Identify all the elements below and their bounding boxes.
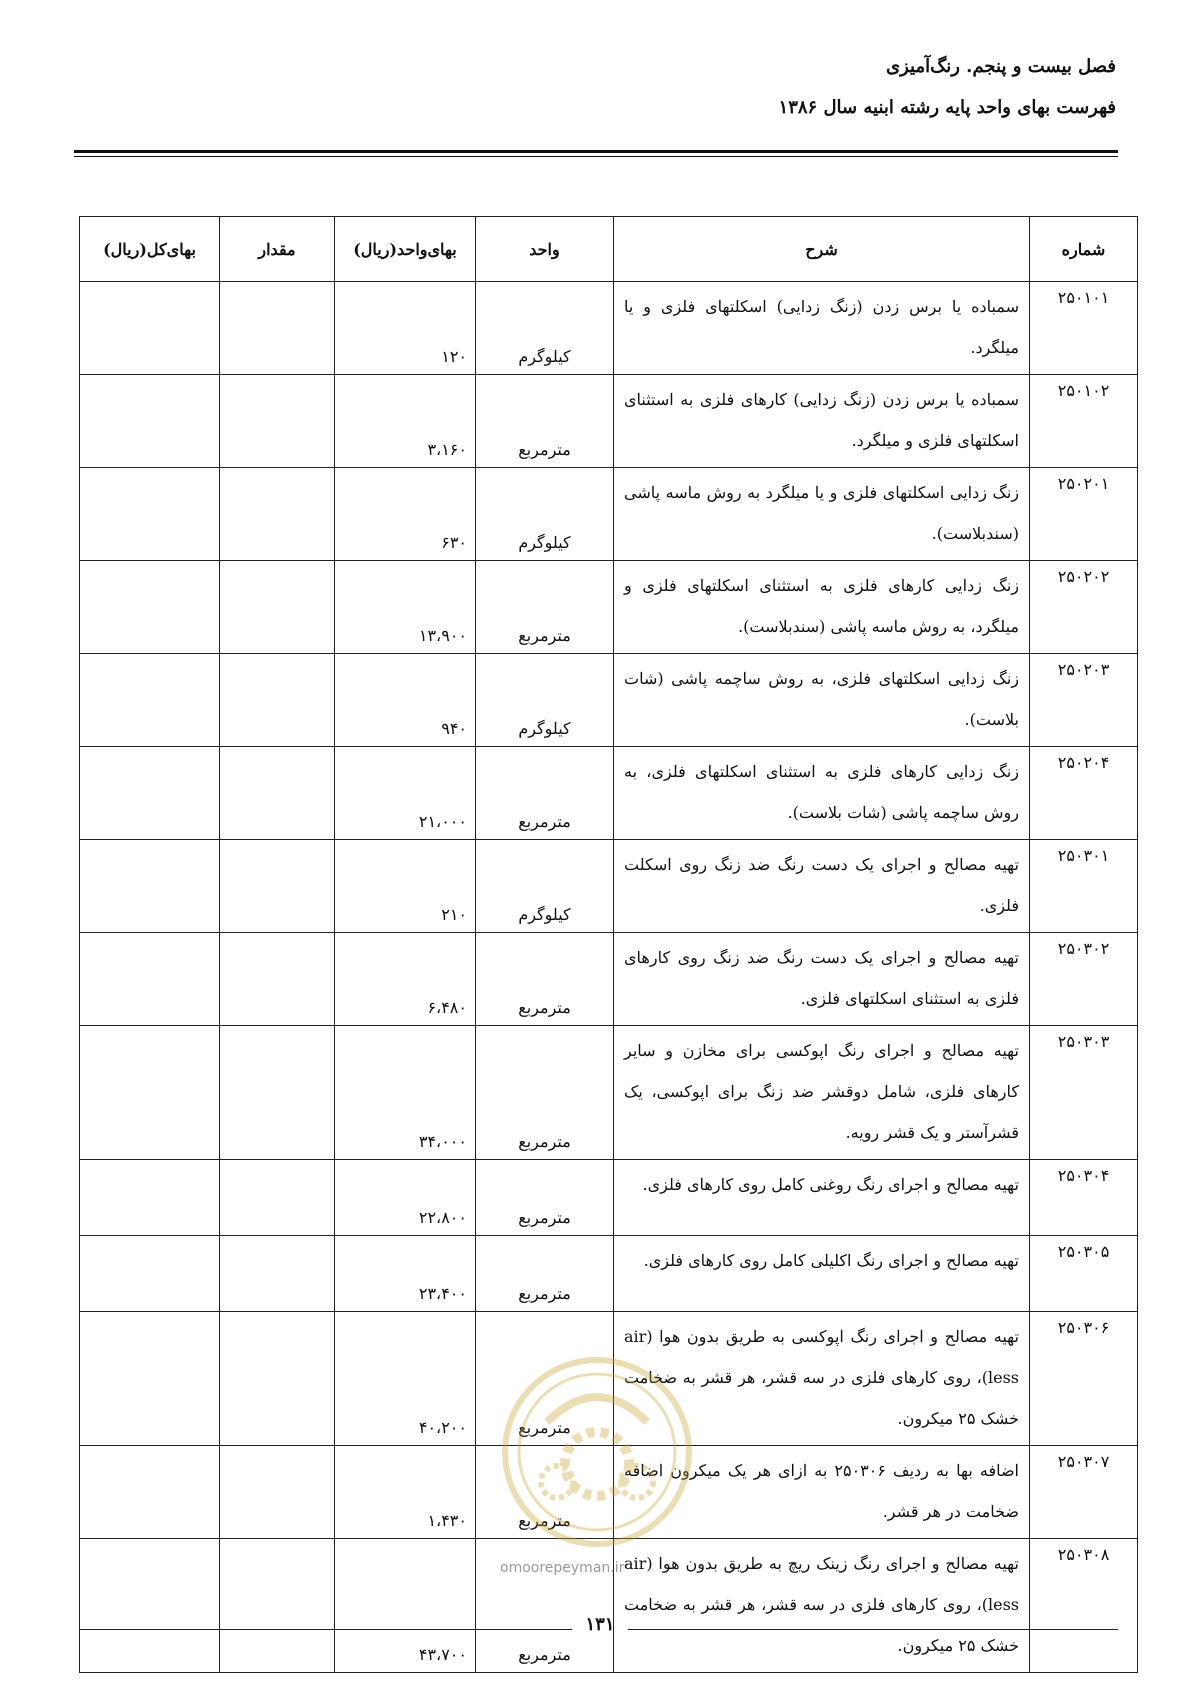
table-row	[80, 747, 1138, 840]
row-unit-price: ۱۲۰	[335, 282, 476, 375]
row-code: ۲۵۰۳۰۵	[1030, 1236, 1138, 1312]
row-unit: کیلوگرم	[476, 468, 614, 561]
row-quantity	[220, 1539, 335, 1673]
row-description: زنگ زدایی کارهای فلزی به استثنای اسکلتهای فلزی و میلگرد، به روش ماسه پاشی (سندبلاست).	[614, 561, 1030, 654]
chapter-title: فصل بیست و پنجم. رنگ‌آمیزی	[886, 56, 1116, 77]
footer-rule-right	[628, 1629, 1118, 1630]
row-total-price	[80, 375, 220, 468]
table-header-row	[80, 217, 1138, 282]
row-code: ۲۵۰۳۰۳	[1030, 1026, 1138, 1160]
row-quantity	[220, 375, 335, 468]
table-row	[80, 282, 1138, 375]
row-total-price	[80, 1539, 220, 1673]
row-total-price	[80, 1446, 220, 1539]
row-quantity	[220, 747, 335, 840]
row-unit: مترمربع	[476, 1539, 614, 1673]
row-quantity	[220, 561, 335, 654]
row-description: زنگ زدایی اسکلتهای فلزی و یا میلگرد به روش ماسه پاشی (سندبلاست).	[614, 468, 1030, 561]
row-quantity	[220, 1160, 335, 1236]
row-code: ۲۵۰۳۰۲	[1030, 933, 1138, 1026]
table-row	[80, 654, 1138, 747]
table-row	[80, 1446, 1138, 1539]
table-row	[80, 840, 1138, 933]
table-row	[80, 1312, 1138, 1446]
row-code: ۲۵۰۲۰۳	[1030, 654, 1138, 747]
row-description: تهیه مصالح و اجرای یک دست رنگ ضد زنگ روی کارهای فلزی به استثنای اسکلتهای فلزی.	[614, 933, 1030, 1026]
row-unit: مترمربع	[476, 1312, 614, 1446]
row-code: ۲۵۰۱۰۱	[1030, 282, 1138, 375]
row-quantity	[220, 468, 335, 561]
table-row	[80, 1026, 1138, 1160]
row-quantity	[220, 840, 335, 933]
header-rule-thin	[74, 156, 1118, 157]
row-description: تهیه مصالح و اجرای یک دست رنگ ضد زنگ روی اسکلت فلزی.	[614, 840, 1030, 933]
row-description: سمباده یا برس زدن (زنگ زدایی) کارهای فلزی به استثنای اسکلتهای فلزی و میلگرد.	[614, 375, 1030, 468]
row-unit-price: ۳۴،۰۰۰	[335, 1026, 476, 1160]
row-total-price	[80, 1026, 220, 1160]
row-code: ۲۵۰۳۰۸	[1030, 1539, 1138, 1673]
row-unit: مترمربع	[476, 561, 614, 654]
page-header	[779, 56, 1116, 118]
row-code: ۲۵۰۳۰۶	[1030, 1312, 1138, 1446]
row-unit: مترمربع	[476, 375, 614, 468]
row-unit-price: ۲۳،۴۰۰	[335, 1236, 476, 1312]
row-unit-price: ۲۱۰	[335, 840, 476, 933]
header-desc: شرح	[614, 217, 1030, 282]
row-unit: کیلوگرم	[476, 282, 614, 375]
row-unit-price: ۱،۴۳۰	[335, 1446, 476, 1539]
row-quantity	[220, 654, 335, 747]
footer-rule-left	[80, 1629, 572, 1630]
row-quantity	[220, 1312, 335, 1446]
row-description: زنگ زدایی اسکلتهای فلزی، به روش ساچمه پاشی (شات بلاست).	[614, 654, 1030, 747]
table-row	[80, 375, 1138, 468]
row-description: تهیه مصالح و اجرای رنگ اپوکسی به طریق بدون هوا (air less)، روی کارهای فلزی در سه قشر، هر قشر به ضخامت خشک ۲۵ میکرون.	[614, 1312, 1030, 1446]
row-code: ۲۵۰۲۰۲	[1030, 561, 1138, 654]
row-unit: کیلوگرم	[476, 840, 614, 933]
row-unit-price: ۶۳۰	[335, 468, 476, 561]
header-unit-price: بهای‌واحد(ریال)	[335, 217, 476, 282]
header-total: بهای‌کل(ریال)	[80, 217, 220, 282]
row-total-price	[80, 1160, 220, 1236]
header-code: شماره	[1030, 217, 1138, 282]
row-unit: مترمربع	[476, 1026, 614, 1160]
row-description: زنگ زدایی کارهای فلزی به استثنای اسکلتهای فلزی، به روش ساچمه پاشی (شات بلاست).	[614, 747, 1030, 840]
row-code: ۲۵۰۳۰۴	[1030, 1160, 1138, 1236]
document-subtitle: فهرست بهای واحد پایه رشته ابنیه سال ۱۳۸۶	[778, 97, 1116, 118]
row-code: ۲۵۰۲۰۴	[1030, 747, 1138, 840]
row-code: ۲۵۰۳۰۷	[1030, 1446, 1138, 1539]
row-total-price	[80, 282, 220, 375]
row-unit-price: ۲۲،۸۰۰	[335, 1160, 476, 1236]
row-unit: مترمربع	[476, 933, 614, 1026]
header-rule-thick	[74, 150, 1118, 153]
row-total-price	[80, 933, 220, 1026]
table-row	[80, 1236, 1138, 1312]
table-body	[80, 282, 1138, 1673]
row-unit: مترمربع	[476, 1446, 614, 1539]
header-qty: مقدار	[220, 217, 335, 282]
row-total-price	[80, 840, 220, 933]
row-code: ۲۵۰۲۰۱	[1030, 468, 1138, 561]
table-row	[80, 468, 1138, 561]
row-quantity	[220, 282, 335, 375]
table-row	[80, 1539, 1138, 1673]
row-code: ۲۵۰۳۰۱	[1030, 840, 1138, 933]
header-unit: واحد	[476, 217, 614, 282]
row-unit: مترمربع	[476, 747, 614, 840]
row-code: ۲۵۰۱۰۲	[1030, 375, 1138, 468]
row-total-price	[80, 561, 220, 654]
row-unit-price: ۴۰،۲۰۰	[335, 1312, 476, 1446]
row-unit-price: ۳،۱۶۰	[335, 375, 476, 468]
row-unit: کیلوگرم	[476, 654, 614, 747]
row-unit-price: ۶،۴۸۰	[335, 933, 476, 1026]
table-row	[80, 933, 1138, 1026]
row-quantity	[220, 1236, 335, 1312]
table-row	[80, 1160, 1138, 1236]
row-description: تهیه مصالح و اجرای رنگ اکلیلی کامل روی کارهای فلزی.	[614, 1236, 1030, 1312]
row-total-price	[80, 1312, 220, 1446]
row-total-price	[80, 1236, 220, 1312]
row-unit: مترمربع	[476, 1236, 614, 1312]
row-unit: مترمربع	[476, 1160, 614, 1236]
row-total-price	[80, 654, 220, 747]
row-unit-price: ۹۴۰	[335, 654, 476, 747]
row-description: سمباده یا برس زدن (زنگ زدایی) اسکلتهای فلزی و یا میلگرد.	[614, 282, 1030, 375]
page-number: ۱۳۱	[585, 1614, 615, 1635]
row-unit-price: ۴۳،۷۰۰	[335, 1539, 476, 1673]
row-unit-price: ۱۳،۹۰۰	[335, 561, 476, 654]
row-description: اضافه بها به ردیف ۲۵۰۳۰۶ به ازای هر یک میکرون اضافه ضخامت در هر قشر.	[614, 1446, 1030, 1539]
row-quantity	[220, 1026, 335, 1160]
row-total-price	[80, 468, 220, 561]
row-quantity	[220, 1446, 335, 1539]
row-description: تهیه مصالح و اجرای رنگ روغنی کامل روی کارهای فلزی.	[614, 1160, 1030, 1236]
row-description: تهیه مصالح و اجرای رنگ زینک ریچ به طریق بدون هوا (air less)، روی کارهای فلزی در سه قشر، هر قشر به ضخامت خشک ۲۵ میکرون.	[614, 1539, 1030, 1673]
table-row	[80, 561, 1138, 654]
row-quantity	[220, 933, 335, 1026]
row-unit-price: ۲۱،۰۰۰	[335, 747, 476, 840]
price-list-table	[79, 216, 1138, 1673]
watermark-site-text: omoorepeyman.ir	[500, 1560, 625, 1576]
row-description: تهیه مصالح و اجرای رنگ اپوکسی برای مخازن و سایر کارهای فلزی، شامل دوقشر ضد زنگ برای اپوکسی، یک قشرآستر و یک قشر رویه.	[614, 1026, 1030, 1160]
row-total-price	[80, 747, 220, 840]
